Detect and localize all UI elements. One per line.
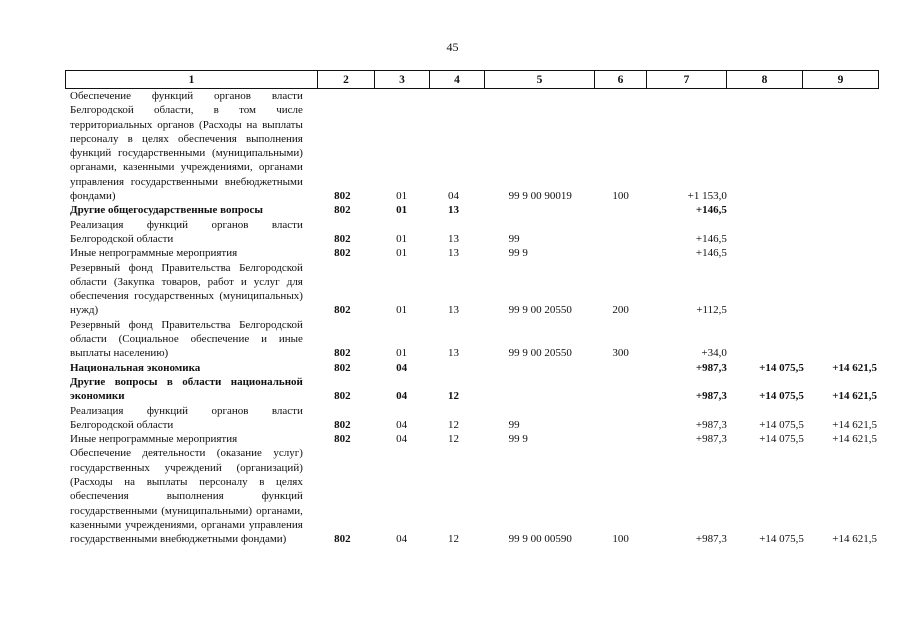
row-section: 01 xyxy=(396,347,408,360)
row-value-col7: +34,0 xyxy=(701,347,727,360)
row-subsection: 13 xyxy=(447,247,459,260)
page-number: 45 xyxy=(446,40,459,54)
row-name: Реализация функций органов власти Белгородской области xyxy=(70,404,303,431)
row-value-col8: +14 075,5 xyxy=(759,418,804,431)
row-value-col7: +146,5 xyxy=(695,232,727,245)
row-code: 802 xyxy=(334,433,351,446)
row-subsection: 12 xyxy=(447,418,459,431)
row-target-code: 99 xyxy=(508,232,520,245)
row-value-col7: +146,5 xyxy=(695,247,727,260)
column-header-3: 3 xyxy=(375,71,430,89)
table-row xyxy=(65,89,880,203)
row-code: 802 xyxy=(334,190,351,203)
table-row xyxy=(65,361,880,375)
row-value-col7: +1 153,0 xyxy=(687,190,727,203)
row-value-col9: +14 621,5 xyxy=(832,418,877,431)
row-target-code: 99 9 xyxy=(508,247,528,260)
row-expense-type: 100 xyxy=(612,533,629,546)
row-code: 802 xyxy=(334,347,351,360)
row-value-col7: +987,3 xyxy=(695,418,727,431)
row-value-col9: +14 621,5 xyxy=(832,533,877,546)
row-section: 01 xyxy=(396,247,408,260)
row-value-col7: +987,3 xyxy=(695,433,727,446)
row-name: Резервный фонд Правительства Белгородской области (Социальное обеспечение и иные выплаты населению) xyxy=(70,318,303,360)
row-code: 802 xyxy=(334,418,351,431)
row-name: Обеспечение деятельности (оказание услуг) государственных учреждений (организаций) (Расходы на выплаты персоналу в целях обеспечения выполнения функций государственными (муниципальными) органами, казенными учреждениями, органами управления государственными внебюджетными фондами) xyxy=(70,447,303,546)
row-name: Другие общегосударственные вопросы xyxy=(70,204,263,217)
row-target-code: 99 9 00 20550 xyxy=(508,304,572,317)
table-row xyxy=(65,218,880,247)
table-row xyxy=(65,432,880,446)
row-section: 04 xyxy=(396,418,408,431)
row-subsection: 12 xyxy=(447,433,459,446)
row-subsection: 13 xyxy=(447,304,459,317)
row-value-col7: +987,3 xyxy=(695,390,727,403)
row-value-col9: +14 621,5 xyxy=(832,361,877,374)
row-section: 01 xyxy=(396,204,408,217)
row-code: 802 xyxy=(334,390,351,403)
row-code: 802 xyxy=(334,247,351,260)
row-subsection: 04 xyxy=(447,190,459,203)
row-name: Другие вопросы в области национальной экономики xyxy=(70,375,303,403)
row-value-col7: +146,5 xyxy=(695,204,727,217)
table-row xyxy=(65,203,880,217)
table-header xyxy=(65,70,879,89)
row-expense-type: 100 xyxy=(612,190,629,203)
row-subsection: 13 xyxy=(447,232,459,245)
row-target-code: 99 9 xyxy=(508,433,528,446)
row-name: Обеспечение функций органов власти Белгородской области, в том числе территориальных органов (Расходы на выплаты персоналу в целях обеспечения выполнения функций государственными (муниципальными) органами, казенными учреждениями, органами управления государственными внебюджетными фондами) xyxy=(70,90,303,203)
table-row xyxy=(65,318,880,361)
row-section: 04 xyxy=(396,390,408,403)
row-section: 01 xyxy=(396,190,408,203)
table-row xyxy=(65,261,880,318)
column-header-8: 8 xyxy=(727,71,803,89)
row-value-col9: +14 621,5 xyxy=(832,390,877,403)
row-section: 01 xyxy=(396,304,408,317)
row-code: 802 xyxy=(334,304,351,317)
row-name: Резервный фонд Правительства Белгородской области (Закупка товаров, работ и услуг для обеспечения государственных (муниципальных) нужд) xyxy=(70,261,303,317)
row-value-col9: +14 621,5 xyxy=(832,433,877,446)
row-value-col8: +14 075,5 xyxy=(759,361,804,374)
row-name: Национальная экономика xyxy=(70,361,201,374)
row-value-col8: +14 075,5 xyxy=(759,433,804,446)
row-value-col8: +14 075,5 xyxy=(759,390,804,403)
column-header-6: 6 xyxy=(595,71,647,89)
row-code: 802 xyxy=(334,361,351,374)
column-header-4: 4 xyxy=(430,71,485,89)
row-expense-type: 300 xyxy=(612,347,629,360)
row-section: 04 xyxy=(396,361,408,374)
row-code: 802 xyxy=(334,533,351,546)
row-target-code: 99 9 00 20550 xyxy=(508,347,572,360)
row-name: Иные непрограммные мероприятия xyxy=(70,247,238,260)
table-row xyxy=(65,446,880,546)
row-value-col7: +987,3 xyxy=(695,361,727,374)
row-expense-type: 200 xyxy=(612,304,629,317)
column-header-1: 1 xyxy=(66,71,318,89)
row-target-code: 99 xyxy=(508,418,520,431)
row-name: Реализация функций органов власти Белгородской области xyxy=(70,218,303,245)
table-body xyxy=(65,89,880,547)
row-value-col8: +14 075,5 xyxy=(759,533,804,546)
row-section: 01 xyxy=(396,232,408,245)
row-target-code: 99 9 00 00590 xyxy=(508,533,572,546)
table-row xyxy=(65,404,880,433)
column-header-9: 9 xyxy=(803,71,879,89)
row-section: 04 xyxy=(396,533,408,546)
row-name: Иные непрограммные мероприятия xyxy=(70,433,238,446)
row-target-code: 99 9 00 90019 xyxy=(508,190,572,203)
row-value-col7: +987,3 xyxy=(695,533,727,546)
row-code: 802 xyxy=(334,232,351,245)
table-row xyxy=(65,246,880,260)
column-header-5: 5 xyxy=(485,71,595,89)
row-subsection: 13 xyxy=(447,347,459,360)
column-header-2: 2 xyxy=(318,71,375,89)
column-header-7: 7 xyxy=(647,71,727,89)
row-subsection: 12 xyxy=(447,390,459,403)
row-section: 04 xyxy=(396,433,408,446)
row-code: 802 xyxy=(334,204,351,217)
row-subsection: 13 xyxy=(447,204,459,217)
row-subsection: 12 xyxy=(447,533,459,546)
table-row xyxy=(65,375,880,404)
row-value-col7: +112,5 xyxy=(696,304,727,317)
